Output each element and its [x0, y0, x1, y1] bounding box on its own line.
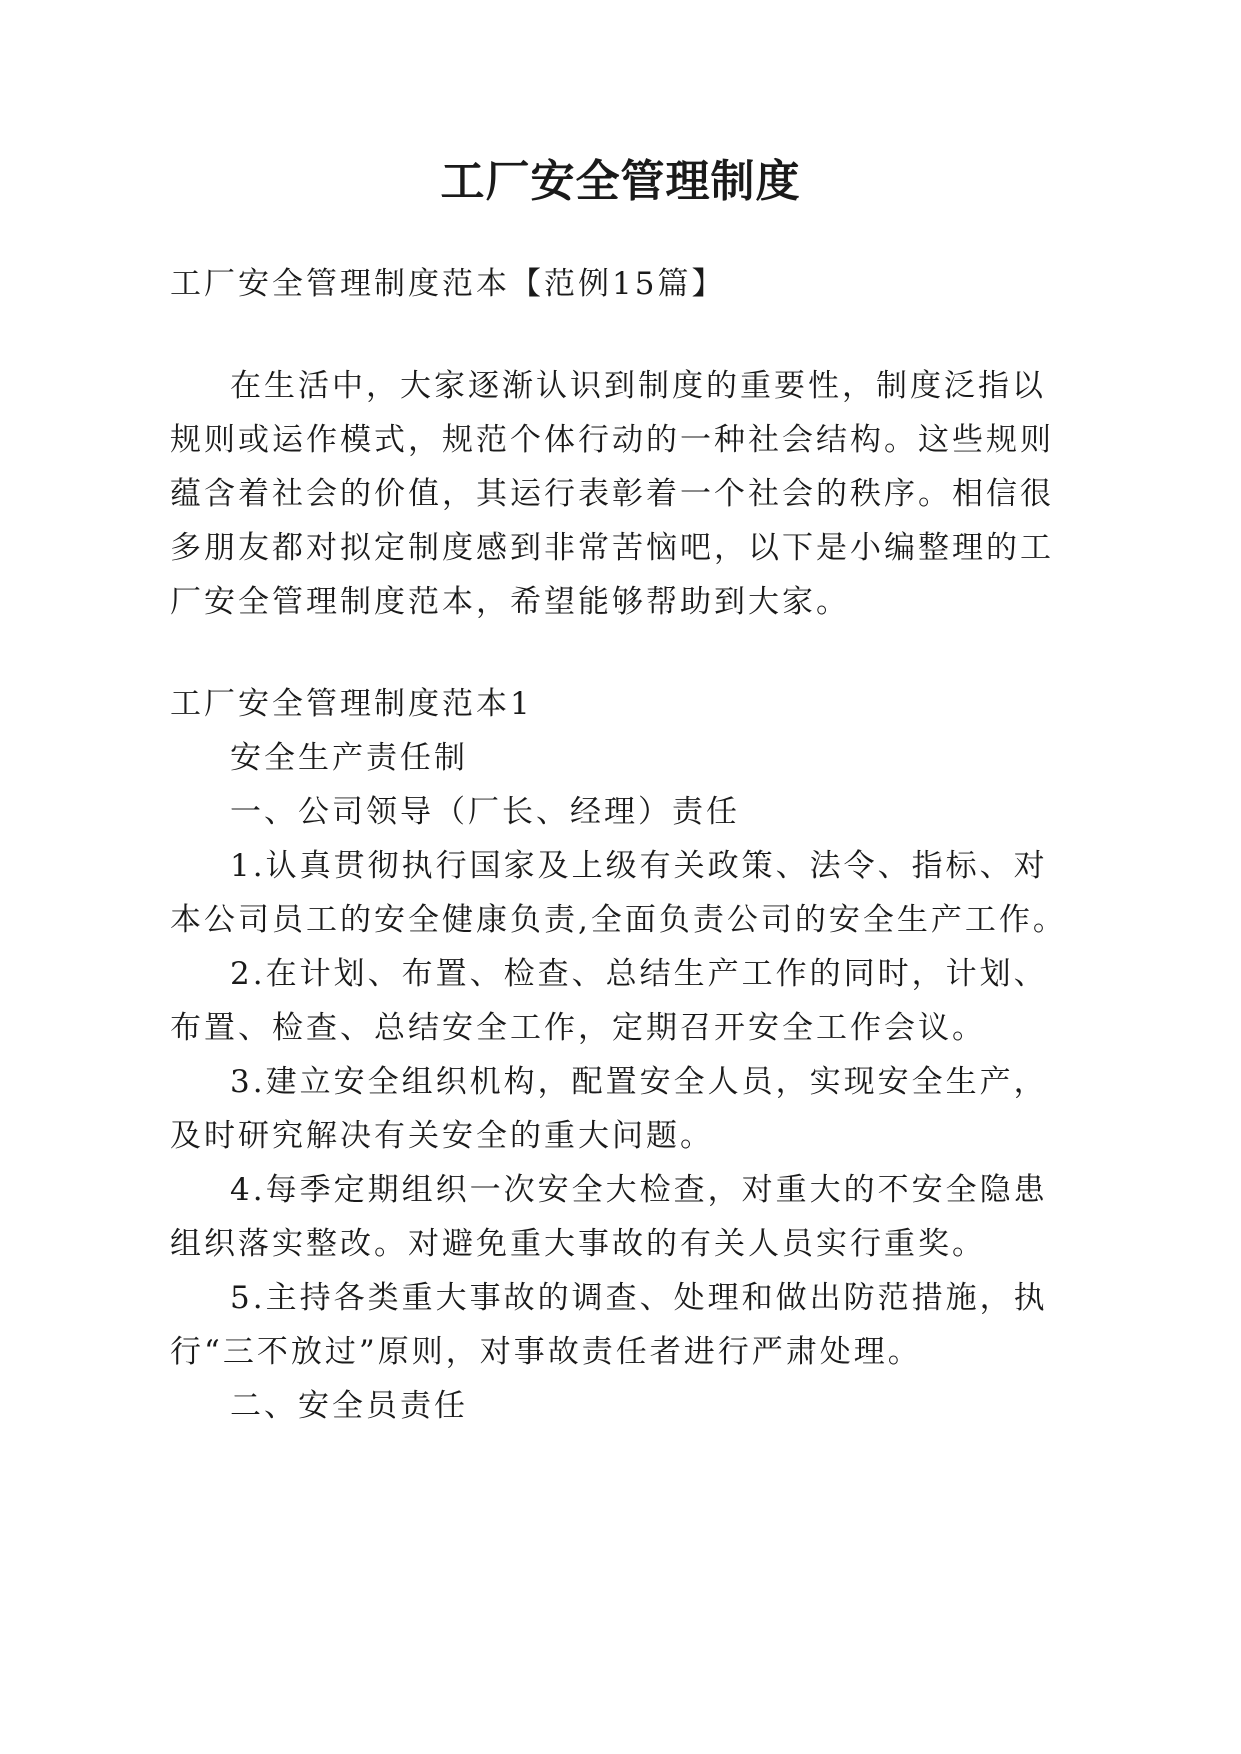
item-4-line-1: 4.每季定期组织一次安全大检查，对重大的不安全隐患: [230, 1172, 1048, 1208]
part2-heading: 二、安全员责任: [230, 1388, 468, 1424]
section-heading: 工厂安全管理制度范本1: [170, 686, 533, 722]
intro-line-4: 多朋友都对拟定制度感到非常苦恼吧，以下是小编整理的工: [170, 530, 1054, 566]
item-4-line-2: 组织落实整改。对避免重大事故的有关人员实行重奖。: [170, 1226, 986, 1262]
page-title: 工厂安全管理制度: [440, 156, 801, 207]
item-2-line-1: 2.在计划、布置、检查、总结生产工作的同时，计划、: [230, 956, 1048, 992]
item-1-line-1: 1.认真贯彻执行国家及上级有关政策、法令、指标、对: [230, 848, 1048, 884]
intro-line-1: 在生活中，大家逐渐认识到制度的重要性，制度泛指以: [230, 368, 1046, 404]
part1-heading: 一、公司领导（厂长、经理）责任: [230, 794, 740, 830]
sub-heading: 安全生产责任制: [230, 740, 468, 776]
document-subtitle: 工厂安全管理制度范本【范例15篇】: [170, 266, 726, 302]
item-3-line-1: 3.建立安全组织机构，配置安全人员，实现安全生产，: [230, 1064, 1048, 1100]
item-5-line-2: 行“三不放过”原则，对事故责任者进行严肃处理。: [170, 1334, 922, 1370]
intro-line-3: 蕴含着社会的价值，其运行表彰着一个社会的秩序。相信很: [170, 476, 1054, 512]
item-5-line-1: 5.主持各类重大事故的调查、处理和做出防范措施，执: [230, 1280, 1048, 1316]
item-2-line-2: 布置、检查、总结安全工作，定期召开安全工作会议。: [170, 1010, 986, 1046]
intro-line-5: 厂安全管理制度范本，希望能够帮助到大家。: [170, 584, 850, 620]
intro-line-2: 规则或运作模式，规范个体行动的一种社会结构。这些规则: [170, 422, 1054, 458]
item-3-line-2: 及时研究解决有关安全的重大问题。: [170, 1118, 714, 1154]
item-1-line-2: 本公司员工的安全健康负责,全面负责公司的安全生产工作。: [170, 902, 1067, 938]
